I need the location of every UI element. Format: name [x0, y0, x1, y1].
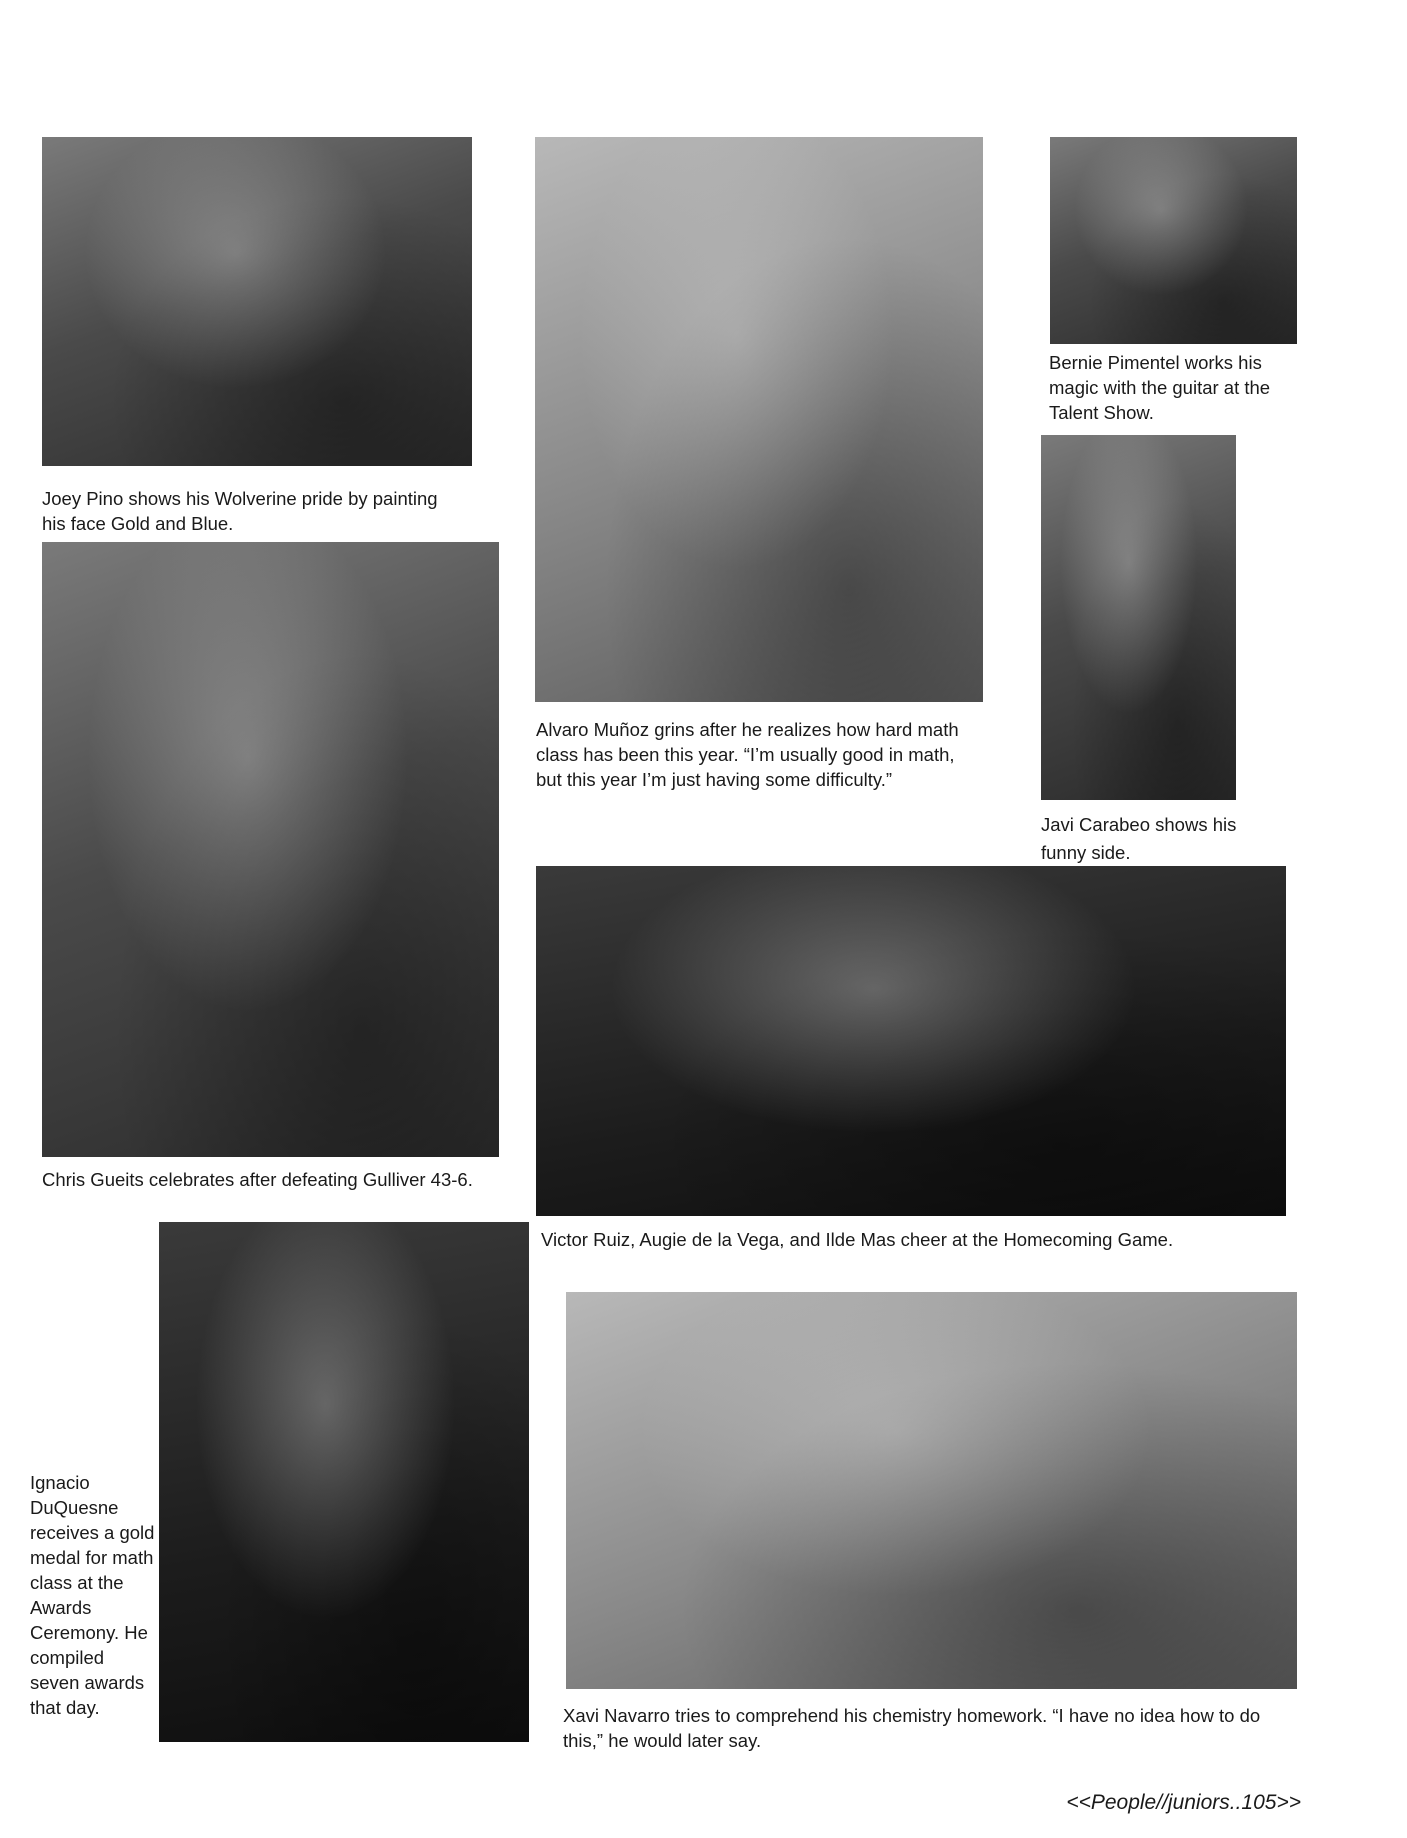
page-folio: <<People//juniors..105>>	[1066, 1791, 1301, 1814]
caption-javi-carabeo: Javi Carabeo shows his funny side.	[1041, 814, 1237, 863]
photo-alvaro-munoz	[535, 137, 983, 702]
caption-xavi-navarro: Xavi Navarro tries to comprehend his chemistry homework. “I have no idea how to do this,” he would later say.	[563, 1705, 1261, 1751]
caption-joey-pino: Joey Pino shows his Wolverine pride by painting his face Gold and Blue.	[42, 488, 438, 534]
caption-bernie-pimentel: Bernie Pimentel works his magic with the guitar at the Talent Show.	[1049, 352, 1271, 423]
photo-ignacio-duquesne	[159, 1222, 529, 1742]
photo-homecoming-game	[536, 866, 1286, 1216]
photo-xavi-navarro	[566, 1292, 1297, 1689]
photo-chris-gueits	[42, 542, 499, 1157]
caption-homecoming-game: Victor Ruiz, Augie de la Vega, and Ilde Mas cheer at the Homecoming Game.	[541, 1229, 1174, 1250]
caption-chris-gueits: Chris Gueits celebrates after defeating Gulliver 43-6.	[42, 1169, 473, 1190]
caption-alvaro-munoz: Alvaro Muñoz grins after he realizes how hard math class has been this year. “I’m usually good in math, but this year I’m just having some difficulty.”	[536, 719, 959, 790]
caption-ignacio-duquesne: Ignacio DuQuesne receives a gold medal for math class at the Awards Ceremony. He compiled seven awards that day.	[30, 1472, 155, 1718]
photo-javi-carabeo	[1041, 435, 1236, 800]
photo-bernie-pimentel	[1050, 137, 1297, 344]
photo-joey-pino	[42, 137, 472, 466]
